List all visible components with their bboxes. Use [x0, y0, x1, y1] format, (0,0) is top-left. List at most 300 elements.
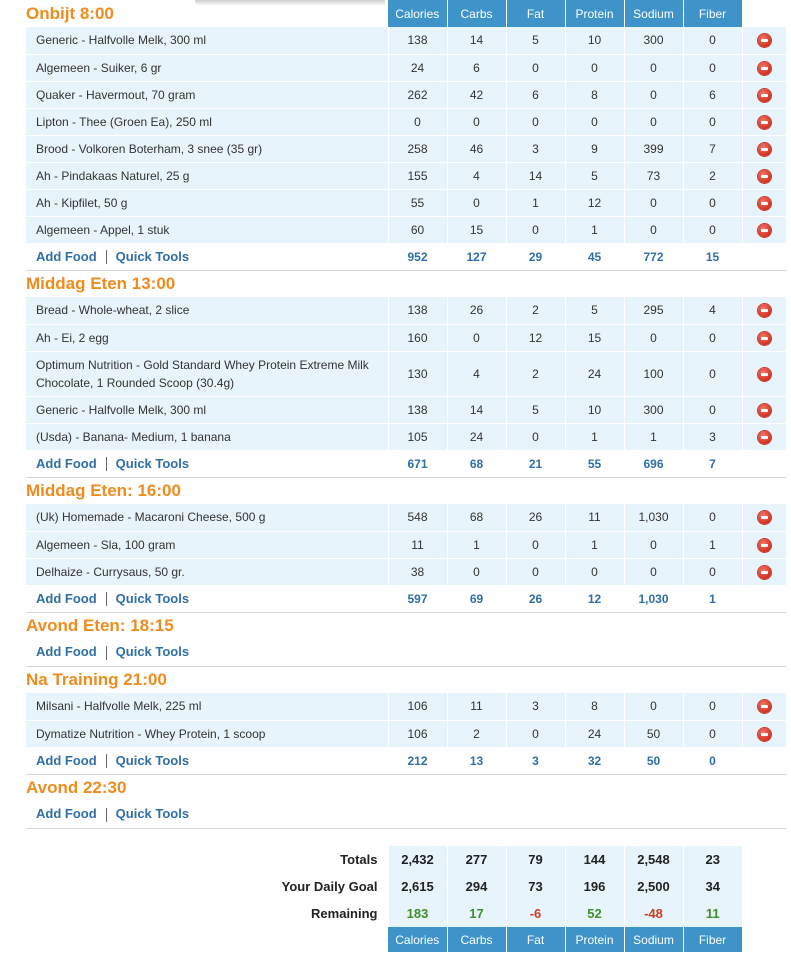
header-spacer [742, 0, 786, 27]
food-fiber: 4 [683, 297, 742, 324]
food-row [26, 189, 786, 216]
delete-icon[interactable] [758, 566, 771, 579]
meal-total-fiber: 15 [683, 243, 742, 270]
food-carbs: 0 [447, 324, 506, 351]
food-name[interactable]: Milsani - Halfvolle Melk, 225 ml [26, 693, 388, 720]
delete-icon[interactable] [758, 62, 771, 75]
food-row [26, 297, 786, 324]
food-fat: 14 [506, 162, 565, 189]
delete-cell [742, 351, 786, 396]
food-row [26, 108, 786, 135]
header-spacer [506, 666, 565, 693]
goal-protein: 196 [565, 873, 624, 900]
food-row [26, 81, 786, 108]
food-protein: 0 [565, 108, 624, 135]
food-calories: 24 [388, 54, 447, 81]
food-fat: 12 [506, 324, 565, 351]
add-food-link[interactable]: Add Food [36, 806, 97, 822]
food-name[interactable]: Dymatize Nutrition - Whey Protein, 1 scoop [26, 720, 388, 747]
remaining-protein: 52 [565, 900, 624, 927]
goal-sodium: 2,500 [624, 873, 683, 900]
food-calories: 138 [388, 297, 447, 324]
food-carbs: 0 [447, 189, 506, 216]
meal-total-carbs: 69 [447, 585, 506, 612]
meal-title: Onbijt 8:00 [26, 3, 114, 23]
header-spacer [388, 612, 447, 639]
food-fat: 2 [506, 351, 565, 396]
meal-actions [26, 243, 388, 270]
column-header-sodium[interactable]: Sodium [624, 0, 683, 27]
header-spacer [506, 270, 565, 297]
add-food-link[interactable]: Add Food [36, 590, 97, 606]
header-spacer [683, 477, 742, 504]
food-fat: 5 [506, 27, 565, 54]
food-carbs: 4 [447, 351, 506, 396]
food-sodium: 0 [624, 693, 683, 720]
delete-cell [742, 54, 786, 81]
footer-spacer [26, 927, 388, 952]
food-row [26, 558, 786, 585]
food-name[interactable]: Ah - Kipfilet, 50 g [26, 189, 388, 216]
food-calories: 11 [388, 531, 447, 558]
food-carbs: 0 [447, 558, 506, 585]
food-fiber: 2 [683, 162, 742, 189]
food-row [26, 423, 786, 450]
remaining-calories: 183 [388, 900, 447, 927]
summary-spacer [742, 585, 786, 612]
meal-header [26, 774, 786, 801]
add-food-link[interactable]: Add Food [36, 455, 97, 471]
goal-carbs: 294 [447, 873, 506, 900]
header-spacer [506, 612, 565, 639]
delete-icon[interactable] [758, 728, 771, 741]
meal-total-fiber: 7 [683, 450, 742, 477]
food-sodium: 0 [624, 189, 683, 216]
action-divider [106, 646, 107, 660]
header-spacer [447, 477, 506, 504]
food-fat: 0 [506, 531, 565, 558]
food-sodium: 0 [624, 216, 683, 243]
food-calories: 130 [388, 351, 447, 396]
food-row [26, 693, 786, 720]
meal-header [26, 612, 786, 639]
totals-row-label: Totals [340, 852, 378, 867]
food-protein: 1 [565, 216, 624, 243]
food-calories: 262 [388, 81, 447, 108]
food-row [26, 504, 786, 531]
food-protein: 0 [565, 54, 624, 81]
food-name[interactable]: Quaker - Havermout, 70 gram [26, 81, 388, 108]
food-calories: 258 [388, 135, 447, 162]
food-sodium: 1 [624, 423, 683, 450]
totals-fiber: 23 [683, 846, 742, 873]
food-fat: 0 [506, 54, 565, 81]
quick-tools-link[interactable]: Quick Tools [115, 806, 190, 822]
quick-tools-link[interactable]: Quick Tools [115, 455, 190, 471]
summary-spacer [742, 801, 786, 828]
food-row [26, 216, 786, 243]
meal-total-calories [388, 639, 447, 666]
food-calories: 106 [388, 693, 447, 720]
food-fiber: 0 [683, 351, 742, 396]
totals-fat: 79 [506, 846, 565, 873]
header-spacer [683, 666, 742, 693]
food-sodium: 0 [624, 108, 683, 135]
meal-total-sodium: 696 [624, 450, 683, 477]
food-fat: 3 [506, 135, 565, 162]
meal-title: Middag Eten 13:00 [26, 273, 176, 293]
spacer-cell [26, 828, 786, 846]
food-name[interactable]: Algemeen - Appel, 1 stuk [26, 216, 388, 243]
delete-icon[interactable] [758, 170, 771, 183]
action-divider [106, 457, 107, 471]
header-spacer [742, 612, 786, 639]
meal-summary-row [26, 450, 786, 477]
column-header-protein[interactable]: Protein [565, 0, 624, 27]
header-spacer [683, 270, 742, 297]
meal-total-calories: 952 [388, 243, 447, 270]
totals-carbs: 277 [447, 846, 506, 873]
delete-cell [742, 81, 786, 108]
footer-column-header-calories[interactable]: Calories [388, 927, 447, 952]
food-fat: 3 [506, 693, 565, 720]
food-row [26, 720, 786, 747]
action-divider [106, 592, 107, 606]
meal-total-sodium [624, 801, 683, 828]
food-sodium: 0 [624, 54, 683, 81]
food-sodium: 295 [624, 297, 683, 324]
food-carbs: 11 [447, 693, 506, 720]
goal-fat: 73 [506, 873, 565, 900]
delete-cell [742, 324, 786, 351]
meal-total-fiber [683, 639, 742, 666]
remaining-carbs: 17 [447, 900, 506, 927]
meal-total-carbs: 13 [447, 747, 506, 774]
food-sodium: 73 [624, 162, 683, 189]
remaining-row-label: Remaining [311, 906, 378, 921]
meal-total-carbs [447, 639, 506, 666]
food-calories: 138 [388, 27, 447, 54]
food-calories: 38 [388, 558, 447, 585]
meal-total-sodium: 772 [624, 243, 683, 270]
header-spacer [565, 774, 624, 801]
remaining-row [26, 900, 786, 927]
delete-icon[interactable] [758, 197, 771, 210]
food-row [26, 396, 786, 423]
food-name[interactable]: Ah - Ei, 2 egg [26, 324, 388, 351]
meal-total-protein: 45 [565, 243, 624, 270]
header-spacer [565, 666, 624, 693]
meal-total-fiber: 0 [683, 747, 742, 774]
header-spacer [388, 666, 447, 693]
meal-total-fiber: 1 [683, 585, 742, 612]
food-name[interactable]: Bread - Whole-wheat, 2 slice [26, 297, 388, 324]
food-sodium: 0 [624, 558, 683, 585]
header-spacer [447, 612, 506, 639]
food-name[interactable]: Algemeen - Suiker, 6 gr [26, 54, 388, 81]
delete-icon[interactable] [758, 332, 771, 345]
food-fat: 26 [506, 504, 565, 531]
meal-actions [26, 747, 388, 774]
meal-total-carbs: 127 [447, 243, 506, 270]
food-name[interactable]: Generic - Halfvolle Melk, 300 ml [26, 396, 388, 423]
footer-column-header-fat[interactable]: Fat [506, 927, 565, 952]
food-protein: 9 [565, 135, 624, 162]
meal-actions [26, 585, 388, 612]
meal-total-fat: 3 [506, 747, 565, 774]
meal-total-calories: 671 [388, 450, 447, 477]
summary-spacer [742, 846, 786, 873]
column-header-fat[interactable]: Fat [506, 0, 565, 27]
header-spacer [624, 666, 683, 693]
remaining-sodium: -48 [624, 900, 683, 927]
food-row [26, 324, 786, 351]
food-protein: 12 [565, 189, 624, 216]
meal-total-protein [565, 639, 624, 666]
meal-actions [26, 450, 388, 477]
header-spacer [683, 612, 742, 639]
food-row [26, 531, 786, 558]
food-protein: 1 [565, 423, 624, 450]
header-spacer [447, 270, 506, 297]
food-row [26, 27, 786, 54]
goal-fiber: 34 [683, 873, 742, 900]
delete-cell [742, 720, 786, 747]
food-fat: 0 [506, 216, 565, 243]
meal-total-fat [506, 801, 565, 828]
meal-actions [26, 639, 388, 666]
food-protein: 0 [565, 558, 624, 585]
food-fat: 0 [506, 423, 565, 450]
food-sodium: 0 [624, 81, 683, 108]
delete-cell [742, 216, 786, 243]
food-calories: 0 [388, 108, 447, 135]
footer-column-header-fiber[interactable]: Fiber [683, 927, 742, 952]
quick-tools-link[interactable]: Quick Tools [115, 248, 190, 264]
food-fat: 0 [506, 108, 565, 135]
meal-total-sodium [624, 639, 683, 666]
meal-total-protein: 55 [565, 450, 624, 477]
meal-title: Middag Eten: 16:00 [26, 480, 181, 500]
meal-total-calories [388, 801, 447, 828]
header-spacer [388, 270, 447, 297]
food-fiber: 1 [683, 531, 742, 558]
delete-cell [742, 396, 786, 423]
food-protein: 8 [565, 81, 624, 108]
food-fat: 0 [506, 720, 565, 747]
food-sodium: 100 [624, 351, 683, 396]
remaining-fat: -6 [506, 900, 565, 927]
footer-column-headers [26, 927, 786, 952]
delete-cell [742, 135, 786, 162]
food-name[interactable]: (Usda) - Banana- Medium, 1 banana [26, 423, 388, 450]
food-carbs: 46 [447, 135, 506, 162]
meal-summary-row [26, 639, 786, 666]
delete-cell [742, 423, 786, 450]
food-calories: 160 [388, 324, 447, 351]
meal-header [26, 270, 786, 297]
food-protein: 5 [565, 162, 624, 189]
totals-sodium: 2,548 [624, 846, 683, 873]
food-name[interactable]: Lipton - Thee (Groen Ea), 250 ml [26, 108, 388, 135]
delete-icon[interactable] [758, 404, 771, 417]
food-carbs: 26 [447, 297, 506, 324]
header-spacer [624, 270, 683, 297]
delete-cell [742, 504, 786, 531]
food-fat: 1 [506, 189, 565, 216]
add-food-link[interactable]: Add Food [36, 248, 97, 264]
food-carbs: 1 [447, 531, 506, 558]
delete-cell [742, 297, 786, 324]
goal-calories: 2,615 [388, 873, 447, 900]
delete-icon[interactable] [758, 224, 771, 237]
delete-cell [742, 108, 786, 135]
food-calories: 106 [388, 720, 447, 747]
summary-spacer [742, 873, 786, 900]
food-fiber: 6 [683, 81, 742, 108]
quick-tools-link[interactable]: Quick Tools [115, 644, 190, 660]
delete-icon[interactable] [758, 143, 771, 156]
delete-icon[interactable] [758, 700, 771, 713]
food-carbs: 42 [447, 81, 506, 108]
meal-summary-row [26, 801, 786, 828]
meal-summary-row [26, 243, 786, 270]
delete-icon[interactable] [758, 304, 771, 317]
food-fat: 5 [506, 396, 565, 423]
meal-total-fat: 26 [506, 585, 565, 612]
meal-title: Avond Eten: 18:15 [26, 615, 174, 635]
delete-icon[interactable] [758, 511, 771, 524]
header-spacer [624, 612, 683, 639]
food-fiber: 0 [683, 693, 742, 720]
food-protein: 24 [565, 351, 624, 396]
food-fiber: 0 [683, 558, 742, 585]
food-protein: 24 [565, 720, 624, 747]
header-spacer [683, 774, 742, 801]
summary-spacer [742, 243, 786, 270]
meal-header [26, 0, 786, 27]
header-spacer [447, 666, 506, 693]
delete-icon[interactable] [758, 89, 771, 102]
food-row [26, 162, 786, 189]
food-protein: 1 [565, 531, 624, 558]
food-name[interactable]: Brood - Volkoren Boterham, 3 snee (35 gr) [26, 135, 388, 162]
food-name[interactable]: (Uk) Homemade - Macaroni Cheese, 500 g [26, 504, 388, 531]
food-name[interactable]: Optimum Nutrition - Gold Standard Whey Protein Extreme Milk Chocolate, 1 Rounded Scoop (30.4g) [26, 351, 388, 396]
food-row [26, 351, 786, 396]
food-protein: 15 [565, 324, 624, 351]
delete-icon[interactable] [758, 431, 771, 444]
meal-title: Na Training 21:00 [26, 669, 167, 689]
header-spacer [624, 477, 683, 504]
delete-icon[interactable] [758, 539, 771, 552]
delete-icon[interactable] [758, 368, 771, 381]
header-spacer [742, 774, 786, 801]
food-carbs: 14 [447, 396, 506, 423]
meal-title: Avond 22:30 [26, 777, 127, 797]
column-header-carbs[interactable]: Carbs [447, 0, 506, 27]
header-spacer [742, 477, 786, 504]
header-spacer [565, 612, 624, 639]
food-sodium: 300 [624, 396, 683, 423]
header-spacer [506, 477, 565, 504]
food-sodium: 300 [624, 27, 683, 54]
food-calories: 138 [388, 396, 447, 423]
food-carbs: 4 [447, 162, 506, 189]
food-fiber: 0 [683, 396, 742, 423]
food-fiber: 0 [683, 324, 742, 351]
action-divider [106, 754, 107, 768]
food-name[interactable]: Generic - Halfvolle Melk, 300 ml [26, 27, 388, 54]
food-fat: 2 [506, 297, 565, 324]
footer-spacer [742, 927, 786, 952]
food-protein: 10 [565, 27, 624, 54]
food-name[interactable]: Delhaize - Currysaus, 50 gr. [26, 558, 388, 585]
footer-column-header-protein[interactable]: Protein [565, 927, 624, 952]
footer-column-header-sodium[interactable]: Sodium [624, 927, 683, 952]
food-carbs: 24 [447, 423, 506, 450]
food-sodium: 399 [624, 135, 683, 162]
food-calories: 548 [388, 504, 447, 531]
meal-actions [26, 801, 388, 828]
food-fat: 0 [506, 558, 565, 585]
meal-header [26, 666, 786, 693]
meal-total-calories: 212 [388, 747, 447, 774]
food-name[interactable]: Ah - Pindakaas Naturel, 25 g [26, 162, 388, 189]
header-spacer [506, 774, 565, 801]
food-carbs: 68 [447, 504, 506, 531]
quick-tools-link[interactable]: Quick Tools [115, 590, 190, 606]
food-carbs: 14 [447, 27, 506, 54]
header-spacer [624, 774, 683, 801]
meal-total-protein: 32 [565, 747, 624, 774]
food-calories: 155 [388, 162, 447, 189]
add-food-link[interactable]: Add Food [36, 644, 97, 660]
delete-icon[interactable] [758, 34, 771, 47]
column-header-fiber[interactable]: Fiber [683, 0, 742, 27]
food-fiber: 3 [683, 423, 742, 450]
column-header-calories[interactable]: Calories [388, 0, 447, 27]
food-carbs: 0 [447, 108, 506, 135]
food-sodium: 50 [624, 720, 683, 747]
quick-tools-link[interactable]: Quick Tools [115, 752, 190, 768]
meal-summary-row [26, 747, 786, 774]
food-name[interactable]: Algemeen - Sla, 100 gram [26, 531, 388, 558]
delete-icon[interactable] [758, 116, 771, 129]
food-row [26, 54, 786, 81]
footer-column-header-carbs[interactable]: Carbs [447, 927, 506, 952]
food-protein: 11 [565, 504, 624, 531]
header-spacer [388, 774, 447, 801]
add-food-link[interactable]: Add Food [36, 752, 97, 768]
totals-protein: 144 [565, 846, 624, 873]
header-spacer [565, 477, 624, 504]
delete-cell [742, 693, 786, 720]
delete-cell [742, 162, 786, 189]
meal-total-fiber [683, 801, 742, 828]
food-carbs: 2 [447, 720, 506, 747]
header-spacer [388, 477, 447, 504]
food-fiber: 0 [683, 27, 742, 54]
meal-summary-row [26, 585, 786, 612]
meal-header [26, 477, 786, 504]
food-fiber: 0 [683, 504, 742, 531]
meal-total-sodium: 1,030 [624, 585, 683, 612]
daily-goal-row-label: Your Daily Goal [281, 879, 378, 894]
food-diary-table [26, 0, 786, 952]
summary-spacer [742, 450, 786, 477]
remaining-fiber: 11 [683, 900, 742, 927]
